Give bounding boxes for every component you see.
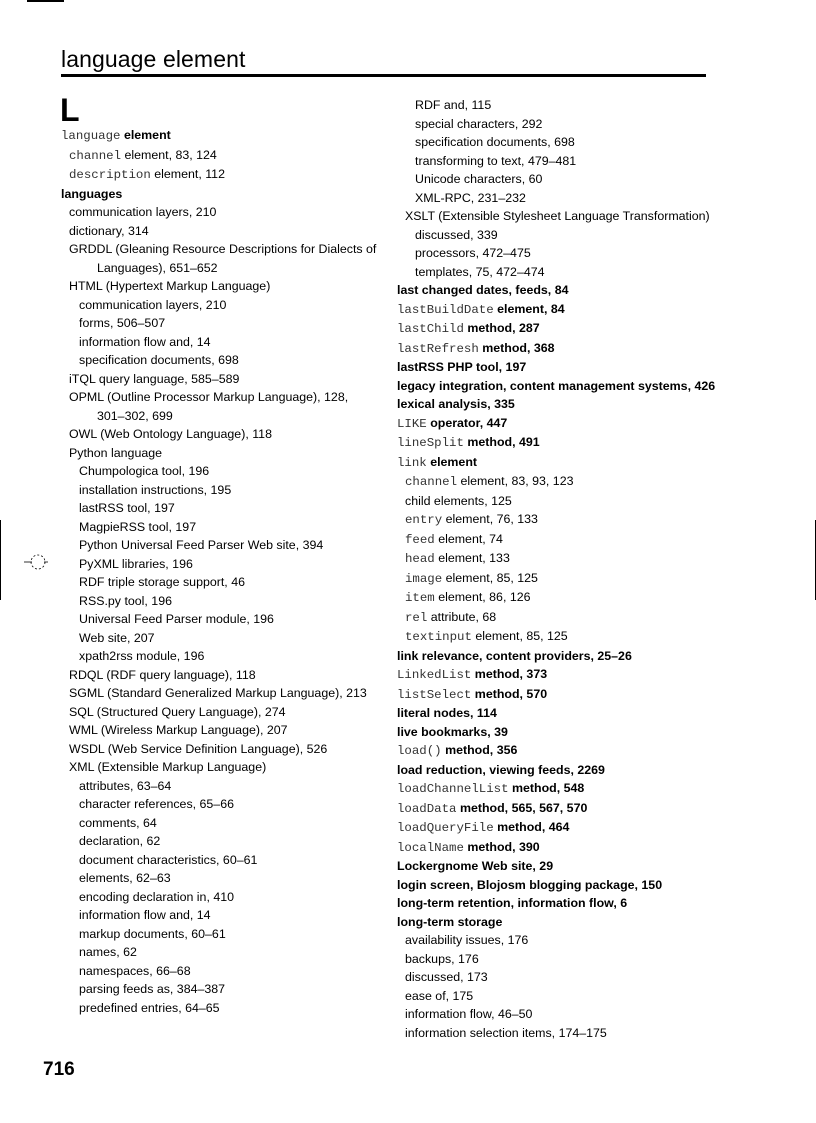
index-entry-text: character references, 65–66 [79,797,234,811]
index-entry-code: language [61,129,121,143]
index-sub-entry [61,721,391,740]
index-entry-text: information selection items, 174–175 [405,1025,607,1040]
index-entry-text: attributes, 63–64 [79,778,172,793]
index-entry-text: languages [61,186,123,201]
index-entry-text: RDF and, 115 [415,98,492,112]
index-entry-text: elements, 62–63 [79,871,171,885]
index-entry-text: forms, 506–507 [79,316,166,330]
index-sub-entry [61,962,391,981]
index-entry-text: communication layers, 210 [79,297,227,312]
index-entry-text: method, 390 [463,839,540,854]
index-main-entry [61,185,391,204]
index-entry-text: method, 368 [478,340,555,355]
index-main-entry [397,913,712,932]
index-entry-text: 301–302, 699 [97,408,173,423]
index-main-entry [397,779,712,799]
index-sub-entry [61,980,391,999]
header-rule [61,74,706,77]
index-entry-code: loadChannelList [397,782,509,796]
index-sub-entry [397,1024,712,1043]
index-entry-code: loadData [397,801,457,816]
index-entry-text: SGML (Standard Generalized Markup Language), 213 [69,686,367,700]
index-entry-text: processors, 472–475 [415,246,531,260]
index-sub-entry [397,244,712,263]
index-sub-entry [397,492,712,511]
index-main-entry [397,723,712,742]
index-sub-entry [397,968,712,987]
index-entry-text: special characters, 292 [415,116,543,131]
index-entry-text: link relevance, content providers, 25–26 [397,648,632,663]
index-entry-text: method, 548 [508,781,585,795]
index-entry-text: method, 491 [463,435,540,449]
index-entry-code: textinput [405,630,472,644]
index-entry-text: last changed dates, feeds, 84 [397,283,569,297]
index-sub-entry [61,536,391,555]
index-entry-text: Languages), 651–652 [97,260,218,275]
index-main-entry [397,453,712,473]
index-entry-text: installation instructions, 195 [79,482,232,497]
index-sub-entry [61,832,391,851]
index-main-entry [397,818,712,838]
index-sub-entry [397,627,712,647]
index-main-entry [397,319,712,339]
index-sub-entry [397,588,712,608]
index-sub-entry [397,569,712,589]
index-sub-entry [61,703,391,722]
index-entry-text: lastRSS tool, 197 [79,501,175,515]
index-entry-text: Python Universal Feed Parser Web site, 394 [79,538,324,552]
registration-mark-icon [24,550,48,574]
index-entry-text: element, 112 [150,167,225,181]
index-sub-entry [61,758,391,777]
index-entry-text: Python language [69,445,163,460]
index-entry-text: information flow and, 14 [79,334,211,349]
index-sub-entry [61,906,391,925]
index-sub-entry [61,296,391,315]
index-entry-text: lastRSS PHP tool, 197 [397,360,527,374]
index-sub-entry [61,425,391,444]
index-sub-entry [61,629,391,648]
index-entry-text: element, 133 [434,551,510,565]
index-entry-code: LinkedList [397,668,472,682]
index-entry-text: element, 85, 125 [471,629,568,643]
index-entry-text: communication layers, 210 [69,205,217,219]
index-entry-code: image [405,571,443,586]
index-entry-text: markup documents, 60–61 [79,926,226,941]
index-entry-text: transforming to text, 479–481 [415,153,577,168]
index-sub-entry [397,263,712,282]
index-entry-text: declaration, 62 [79,834,161,848]
index-entry-text: templates, 75, 472–474 [415,264,545,279]
index-sub-entry [397,189,712,208]
index-entry-text: long-term storage [397,914,503,929]
index-sub-entry [61,259,391,278]
index-sub-entry [61,573,391,592]
index-entry-code: channel [405,475,458,489]
index-entry-text: specification documents, 698 [79,353,239,367]
index-sub-entry [61,610,391,629]
index-entry-text: names, 62 [79,945,137,959]
index-sub-entry [397,115,712,134]
index-main-entry [397,857,712,876]
index-entry-text: live bookmarks, 39 [397,724,508,739]
index-main-entry [397,647,712,666]
index-sub-entry [61,203,391,222]
index-entry-text: element, 86, 126 [434,590,531,604]
index-entry-text: HTML (Hypertext Markup Language) [69,279,271,293]
index-entry-text: XSLT (Extensible Stylesheet Language Transformation) [405,209,710,223]
index-sub-entry [397,96,712,115]
index-sub-entry [61,462,391,481]
index-sub-entry [61,814,391,833]
index-sub-entry [397,950,712,969]
index-entry-text: Lockergnome Web site, 29 [397,859,554,873]
index-sub-entry [61,333,391,352]
index-main-entry [397,358,712,377]
section-letter: L [60,92,80,128]
index-main-entry [397,665,712,685]
index-entry-text: RSS.py tool, 196 [79,593,172,608]
crop-mark-left [0,520,1,600]
index-main-entry [397,377,716,396]
index-entry-text: availability issues, 176 [405,933,529,947]
index-sub-entry [397,170,712,189]
index-sub-entry [61,499,391,518]
index-entry-text: long-term retention, information flow, 6 [397,896,628,910]
index-sub-entry [397,152,712,171]
index-entry-text: parsing feeds as, 384–387 [79,982,226,996]
index-main-entry [397,761,712,780]
index-sub-entry [61,222,391,241]
index-sub-entry [61,999,391,1018]
index-entry-text: attribute, 68 [427,609,497,624]
index-sub-entry [61,869,391,888]
index-entry-text: information flow, 46–50 [405,1007,533,1021]
index-main-entry [397,395,712,414]
index-entry-text: RDQL (RDF query language), 118 [69,667,256,682]
index-sub-entry [61,740,391,759]
index-entry-text: method, 565, 567, 570 [456,800,588,815]
index-sub-entry [397,608,712,628]
index-entry-code: load() [397,744,442,758]
index-sub-entry [61,518,391,537]
index-sub-entry [61,277,391,296]
index-sub-entry [397,549,712,569]
index-sub-entry [61,943,391,962]
index-entry-text: WSDL (Web Service Definition Language), 526 [69,741,328,756]
index-entry-text: login screen, Blojosm blogging package, 150 [397,877,663,892]
index-sub-entry [61,444,391,463]
index-sub-entry [397,1005,712,1024]
index-entry-code: lastBuildDate [397,302,494,317]
index-entry-text: Universal Feed Parser module, 196 [79,612,274,626]
index-sub-entry [61,925,391,944]
index-entry-text: SQL (Structured Query Language), 274 [69,704,286,719]
index-main-entry [397,741,712,761]
index-sub-entry [61,592,391,611]
index-entry-text: literal nodes, 114 [397,706,497,720]
index-sub-entry [397,987,712,1006]
index-entry-code: listSelect [397,687,472,702]
index-sub-entry [61,647,391,666]
index-entry-code: entry [405,513,443,527]
index-entry-text: legacy integration, content management systems, 426 [397,378,716,393]
index-main-entry [397,704,712,723]
page-number: 716 [43,1059,75,1080]
index-entry-text: Web site, 207 [79,630,155,645]
index-entry-text: comments, 64 [79,815,157,830]
index-entry-text: element, 84 [493,301,565,316]
index-sub-entry [397,207,712,226]
index-entry-text: element [120,128,171,142]
index-entry-text: Unicode characters, 60 [415,172,543,186]
index-entry-text: operator, 447 [426,415,508,430]
index-entry-text: specification documents, 698 [415,135,575,149]
index-main-entry [397,685,712,705]
index-entry-text: discussed, 173 [405,970,488,984]
index-entry-code: lastChild [397,322,464,336]
index-entry-text: MagpieRSS tool, 197 [79,519,197,534]
index-sub-entry [61,240,391,259]
index-main-entry [397,281,712,300]
index-sub-entry [61,314,391,333]
index-entry-text: PyXML libraries, 196 [79,556,193,571]
index-sub-entry [397,931,712,950]
crop-mark-top [27,0,64,2]
index-entry-text: GRDDL (Gleaning Resource Descriptions for Dialects of [69,242,377,256]
index-entry-text: element, 83, 93, 123 [457,474,574,488]
index-entry-code: loadQueryFile [397,821,494,835]
index-main-entry [397,838,712,858]
index-entry-text: WML (Wireless Markup Language), 207 [69,723,288,737]
index-entry-code: link [397,455,427,470]
index-entry-text: XML (Extensible Markup Language) [69,760,267,774]
index-entry-text: RDF triple storage support, 46 [79,575,245,589]
index-entry-text: method, 570 [471,686,548,701]
index-entry-text: lexical analysis, 335 [397,397,515,411]
index-sub-entry [397,530,712,550]
index-entry-code: feed [405,532,435,547]
index-main-entry [397,339,712,359]
index-entry-code: head [405,552,435,566]
index-sub-entry [61,851,391,870]
index-entry-text: xpath2rss module, 196 [79,649,205,663]
index-entry-text: information flow and, 14 [79,908,211,922]
index-entry-text: ease of, 175 [405,988,474,1003]
index-entry-text: OWL (Web Ontology Language), 118 [69,427,272,441]
index-entry-code: item [405,591,435,605]
index-sub-entry [397,133,712,152]
index-entry-text: dictionary, 314 [69,223,149,238]
index-entry-text: method, 287 [463,321,540,335]
index-sub-entry [61,388,391,407]
index-entry-code: lineSplit [397,436,464,450]
index-entry-text: element, 85, 125 [442,570,538,585]
index-sub-entry [61,888,391,907]
index-main-entry [397,300,712,320]
index-entry-text: backups, 176 [405,951,479,966]
index-entry-text: load reduction, viewing feeds, 2269 [397,762,605,777]
index-entry-text: method, 464 [493,820,570,834]
index-main-entry [61,126,391,146]
index-entry-text: element [426,454,478,469]
running-header-title: language element [61,46,246,72]
index-main-entry [397,799,712,819]
index-entry-code: channel [69,148,122,163]
index-sub-entry [397,510,712,530]
index-main-entry [397,433,712,453]
index-sub-entry [61,370,391,389]
index-entry-text: discussed, 339 [415,227,498,242]
index-sub-entry [61,481,391,500]
index-sub-entry [61,777,391,796]
index-sub-entry [61,407,391,426]
index-entry-text: method, 373 [471,667,548,681]
index-main-entry [397,894,712,913]
index-entry-code: LIKE [397,416,427,431]
index-entry-text: encoding declaration in, 410 [79,889,234,904]
index-entry-text: iTQL query language, 585–589 [69,371,240,386]
index-sub-entry [61,555,391,574]
index-entry-code: lastRefresh [397,341,479,356]
index-sub-entry [61,684,391,703]
index-column-right [397,96,716,1042]
index-entry-text: predefined entries, 64–65 [79,1000,220,1015]
index-entry-text: XML-RPC, 231–232 [415,190,526,205]
index-entry-text: element, 83, 124 [121,147,217,162]
index-entry-text: namespaces, 66–68 [79,963,191,978]
index-entry-text: Chumpologica tool, 196 [79,464,210,478]
index-entry-text: document characteristics, 60–61 [79,852,258,867]
index-sub-entry [61,795,391,814]
index-sub-entry [397,226,712,245]
index-main-entry [397,876,712,895]
index-sub-entry [61,351,391,370]
index-entry-text: element, 74 [434,531,503,546]
index-main-entry [397,414,712,434]
index-sub-entry [397,472,712,492]
index-sub-entry [61,165,391,185]
index-entry-text: child elements, 125 [405,493,512,508]
index-entry-text: method, 356 [441,743,518,757]
index-entry-code: rel [405,610,428,625]
index-sub-entry [61,146,391,166]
index-column-left [61,126,391,1017]
index-entry-text: element, 76, 133 [442,512,538,526]
index-sub-entry [61,666,391,685]
index-entry-text: OPML (Outline Processor Markup Language), 128, [69,390,349,404]
index-entry-code: localName [397,840,464,855]
index-entry-code: description [69,168,151,182]
